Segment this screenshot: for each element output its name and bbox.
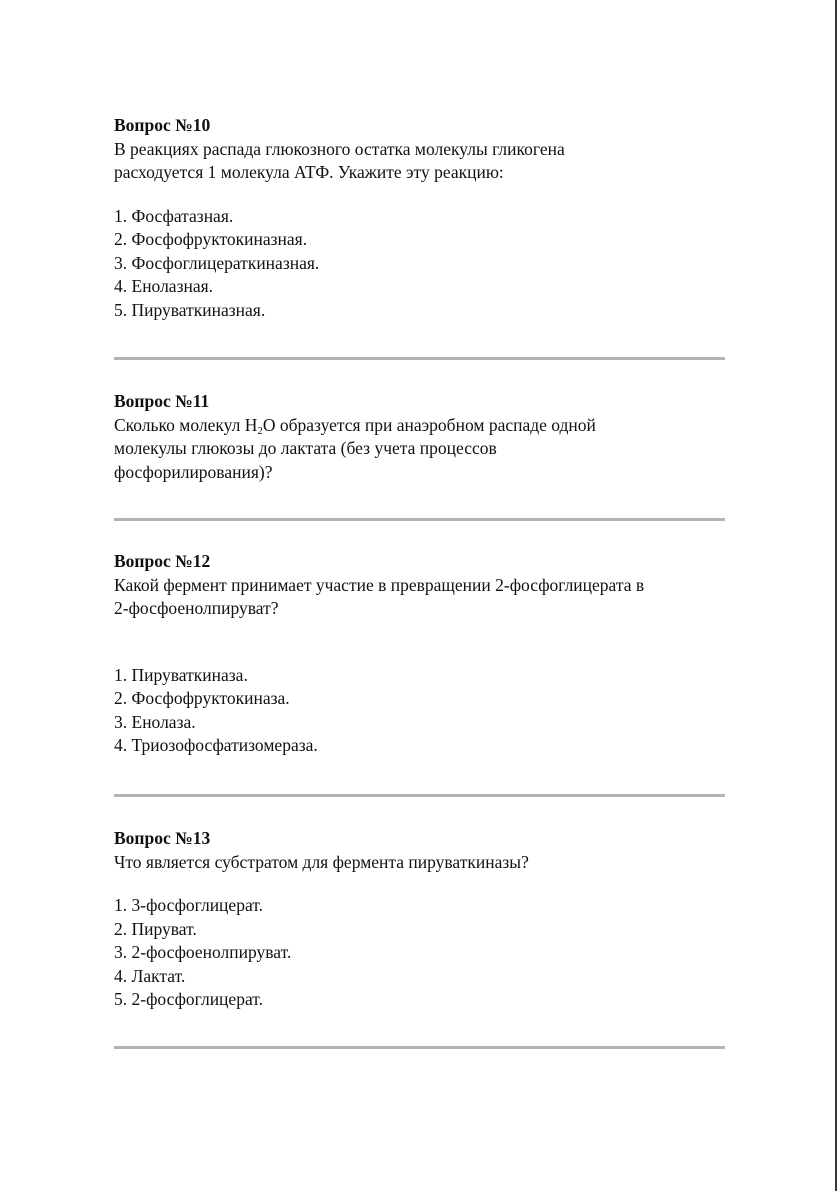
question-title: Вопрос №11 <box>114 391 210 411</box>
question-title: Вопрос №12 <box>114 551 211 571</box>
separator-line <box>114 1046 725 1049</box>
question-text-line: Какой фермент принимает участие в превращении 2-фосфоглицерата в <box>114 574 645 595</box>
question-11 <box>114 390 734 484</box>
question-text-line: Что является субстратом для фермента пируваткиназы? <box>114 851 529 872</box>
answer-option: 1. Фосфатазная. <box>114 205 234 226</box>
question-10 <box>114 114 734 322</box>
answer-option: 4. Триозофосфатизомераза. <box>114 735 318 755</box>
answer-option: 2. Фосфофруктокиназная. <box>114 229 308 249</box>
question-title: Вопрос №13 <box>114 828 211 848</box>
question-text-part: O образуется при анаэробном распаде одной <box>262 414 596 435</box>
question-text-line: 2-фосфоенолпируват? <box>114 598 279 618</box>
answer-option: 4. Лактат. <box>114 965 186 986</box>
page-edge <box>835 0 837 1191</box>
answer-option: 5. 2-фосфоглицерат. <box>114 989 263 1009</box>
question-text-line: расходуется 1 молекула АТФ. Укажите эту реакцию: <box>114 162 504 182</box>
separator-line <box>114 518 725 521</box>
answer-option: 2. Пируват. <box>114 918 197 939</box>
answer-option: 5. Пируваткиназная. <box>114 299 266 320</box>
answer-list <box>114 664 734 758</box>
answer-option: 3. 2-фосфоенолпируват. <box>114 942 292 962</box>
question-text-line: молекулы глюкозы до лактата (без учета процессов <box>114 438 497 458</box>
question-12 <box>114 550 734 758</box>
answer-option: 1. Пируваткиназа. <box>114 664 248 685</box>
question-text-line <box>114 414 734 438</box>
question-text-line: фосфорилирования)? <box>114 461 273 482</box>
answer-option: 3. Фосфоглицераткиназная. <box>114 252 320 273</box>
question-title: Вопрос №10 <box>114 115 211 135</box>
question-text-part: Сколько молекул H <box>114 414 258 435</box>
question-13 <box>114 827 734 1012</box>
answer-list <box>114 894 734 1012</box>
answer-list <box>114 205 734 323</box>
separator-line <box>114 794 725 797</box>
answer-option: 3. Енолаза. <box>114 711 196 732</box>
answer-option: 4. Енолазная. <box>114 276 214 296</box>
subscript-text: 2 <box>257 424 263 437</box>
separator-line <box>114 357 725 360</box>
answer-option: 1. 3-фосфоглицерат. <box>114 895 263 915</box>
question-text-line: В реакциях распада глюкозного остатка молекулы гликогена <box>114 138 565 159</box>
answer-option: 2. Фосфофруктокиназа. <box>114 688 290 708</box>
